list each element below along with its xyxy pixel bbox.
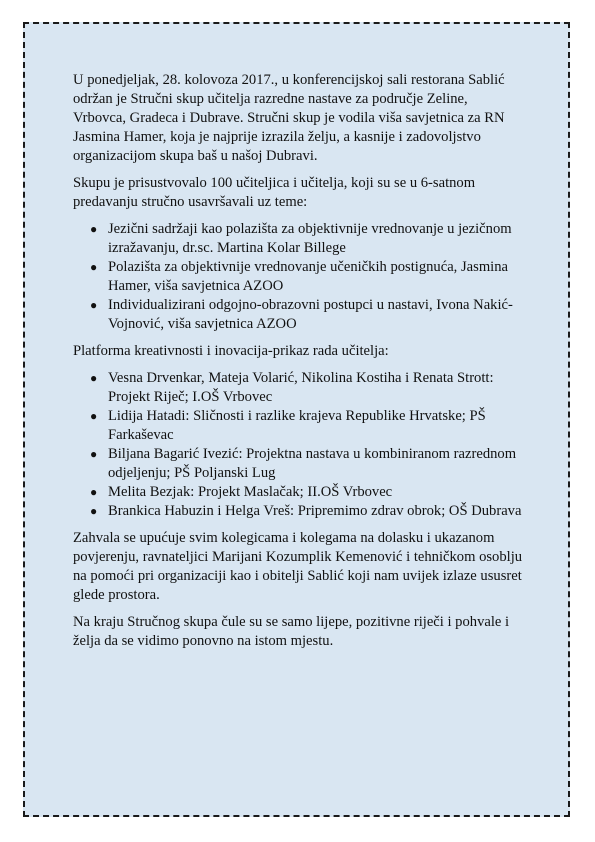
list-item: ● Individualizirani odgojno-obrazovni postupci u nastavi, Ivona Nakić-Vojnović, viša savjetnica AZOO — [90, 297, 513, 332]
dashed-border-frame — [23, 22, 570, 817]
bullet-icon: ● — [90, 371, 98, 385]
list-item: ● Lidija Hatadi: Sličnosti i razlike krajeva Republike Hrvatske; PŠ Farkaševac — [90, 408, 486, 443]
platform-paragraph: Platforma kreativnosti i inovacija-prikaz rada učitelja: — [73, 343, 389, 359]
bullet-icon: ● — [90, 485, 98, 499]
intro-paragraph: U ponedjeljak, 28. kolovoza 2017., u konferencijskoj sali restorana Sablić održan je Stručni skup učitelja razredne nastave za područje Zeline, Vrbovca, Gradeca i Dubrave. Stručni skup je vodila viša savjetnica za RN Jasmina Hamer, koja je najprije izrazila želju, a kasnije i zadovoljstvo organizacijom skupa baš u našoj Dubravi. — [73, 72, 505, 164]
list-item: ● Brankica Habuzin i Helga Vreš: Pripremimo zdrav obrok; OŠ Dubrava — [90, 503, 522, 519]
bullet-icon: ● — [90, 298, 98, 312]
thanks-paragraph: Zahvala se upućuje svim kolegicama i kolegama na dolasku i ukazanom povjerenju, ravnateljici Marijani Kozumplik Kemenović i tehničkom osoblju na pomoći pri organizaciji kao i obitelji Sablić koji nam uvijek izlaze ususret glede prostora. — [73, 530, 523, 603]
list-item: ● Vesna Drvenkar, Mateja Volarić, Nikolina Kostiha i Renata Strott: Projekt Riječ; I.OŠ Vrbovec — [90, 370, 494, 405]
topics-list — [73, 220, 523, 334]
closing-paragraph: Na kraju Stručnog skupa čule su se samo lijepe, pozitivne riječi i pohvale i želja da se vidimo ponovno na istom mjestu. — [73, 614, 510, 649]
list-item: ● Biljana Bagarić Ivezić: Projektna nastava u kombiniranom razrednom odjeljenju; PŠ Poljanski Lug — [90, 446, 517, 481]
bullet-icon: ● — [90, 447, 98, 461]
bullet-icon: ● — [90, 409, 98, 423]
list-item: ● Polazišta za objektivnije vrednovanje učeničkih postignuća, Jasmina Hamer, viša savjetnica AZOO — [90, 259, 508, 294]
bullet-icon: ● — [90, 222, 98, 236]
bullet-icon: ● — [90, 504, 98, 518]
projects-list — [73, 369, 523, 521]
list-item: ● Jezični sadržaji kao polazišta za objektivnije vrednovanje u jezičnom izražavanju, dr.sc. Martina Kolar Billege — [90, 221, 512, 256]
attendance-paragraph: Skupu je prisustvovalo 100 učiteljica i učitelja, koji su se u 6-satnom predavanju stručno usavršavali uz teme: — [73, 175, 476, 210]
bullet-icon: ● — [90, 260, 98, 274]
list-item: ● Melita Bezjak: Projekt Maslačak; II.OŠ Vrbovec — [90, 484, 393, 500]
article-body — [73, 71, 523, 659]
